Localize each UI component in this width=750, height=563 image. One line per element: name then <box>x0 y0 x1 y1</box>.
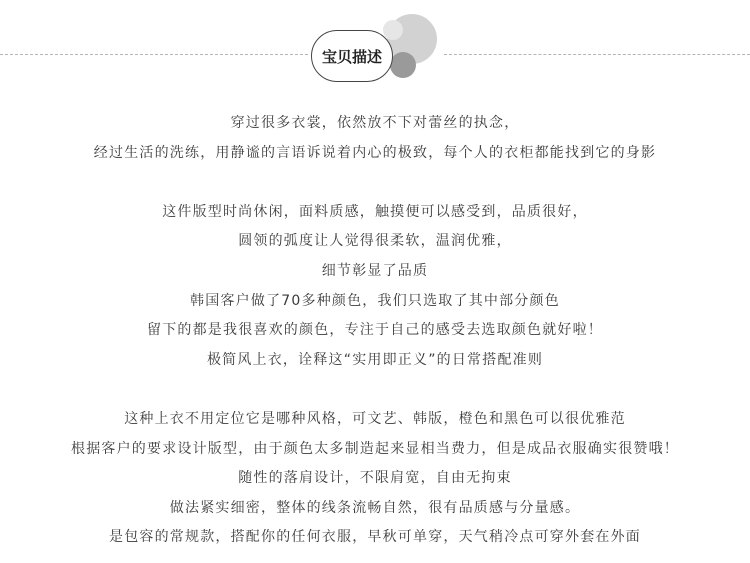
text-line: 经过生活的洗练，用静谧的言语诉说着内心的极致，每个人的衣柜都能找到它的身影 <box>93 144 657 161</box>
text-line: 极简风上衣，诠释这“实用即正义”的日常搭配准则 <box>206 351 544 368</box>
text-line: 随性的落肩设计，不限肩宽，自由无拘束 <box>238 470 512 487</box>
divider-right <box>444 54 750 55</box>
paragraph-intro <box>0 109 750 168</box>
text-line: 留下的都是我很喜欢的颜色，专注于自己的感受去选取颜色就好啦！ <box>147 322 603 339</box>
text-line: 圆领的弧度让人觉得很柔软，温润优雅， <box>238 233 512 250</box>
text-line: 是包容的常规款，搭配你的任何衣服，早秋可单穿，天气稍冷点可穿外套在外面 <box>109 529 641 546</box>
decor-circle-dark <box>390 52 416 78</box>
text-line: 穿过很多衣裳，依然放不下对蕾丝的执念， <box>230 115 520 131</box>
paragraph-quality <box>0 198 750 376</box>
text-line: 细节彰显了品质 <box>321 262 429 279</box>
description-body <box>0 109 750 553</box>
section-header <box>0 0 750 100</box>
section-title: 宝贝描述 <box>321 47 382 66</box>
text-line: 根据客户的要求设计版型，由于颜色太多制造起来显相当费力，但是成品衣服确实很赞哦！ <box>71 440 679 457</box>
text-line: 做法紧实细密，整体的线条流畅自然，很有品质感与分量感。 <box>169 499 581 516</box>
paragraph-style <box>0 405 750 553</box>
text-line: 这种上衣不用定位它是哪种风格，可文艺、韩版，橙色和黑色可以很优雅范 <box>124 410 626 427</box>
text-line: 这件版型时尚休闲，面料质感，触摸便可以感受到，品质很好， <box>162 203 588 220</box>
decor-circle-light <box>383 20 403 40</box>
divider-left <box>0 54 308 55</box>
text-line: 韩国客户做了70多种颜色，我们只选取了其中部分颜色 <box>190 292 560 309</box>
paragraph-spacer <box>0 375 750 405</box>
section-title-badge <box>311 30 393 82</box>
paragraph-spacer <box>0 168 750 198</box>
